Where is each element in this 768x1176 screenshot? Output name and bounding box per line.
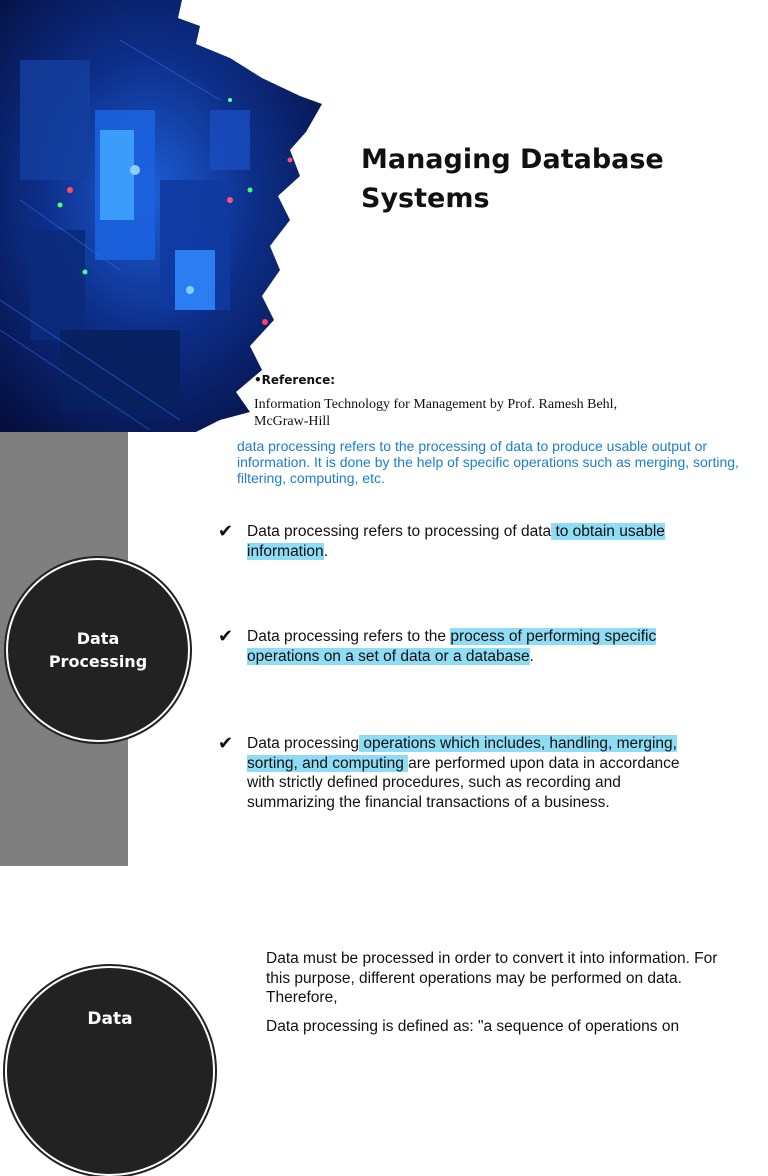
reference-text	[254, 396, 714, 430]
reference-line-2: McGraw-Hill	[254, 414, 331, 429]
bullet-text-plain: Data processing	[247, 735, 360, 752]
reference-line-1: Information Technology for Management by Prof. Ramesh Behl,	[254, 397, 618, 412]
circuit-city-image	[0, 0, 330, 432]
bullet-text-plain: .	[529, 647, 534, 665]
bullet-highlight: process of performing specific operations on a set of data or a database	[247, 628, 657, 665]
topic-circle	[6, 558, 190, 742]
bullet-text-plain: Data processing refers to the	[247, 628, 451, 645]
checkmark-icon: ✔	[218, 626, 234, 646]
bullet-text	[247, 627, 708, 666]
bullet-highlight: to obtain usable information	[247, 523, 665, 560]
data-processing-slide	[0, 432, 768, 866]
paragraph: Data must be processed in order to convert it into information. For this purpose, different operations may be performed on data. Therefore,	[266, 950, 718, 1006]
topic-label: Data	[87, 1009, 133, 1029]
paragraph: Data processing is defined as: "a sequence of operations on	[266, 1018, 680, 1035]
reference-heading: •Reference:	[254, 373, 336, 387]
bullet-text-plain: .	[323, 542, 328, 560]
bullet-item	[218, 522, 708, 561]
bullet-text-plain: are performed upon data in accordance with strictly defined procedures, such as recording and summarizing the financial transactions of a business.	[247, 754, 680, 811]
bullet-text-plain: Data processing refers to processing of data	[247, 523, 552, 540]
topic-circle	[5, 966, 215, 1176]
title-line-1: Managing Database	[361, 144, 664, 175]
data-definition-slide	[0, 866, 768, 1035]
title-slide	[0, 0, 768, 432]
checkmark-icon: ✔	[218, 733, 234, 753]
definition-text: data processing refers to the processing of data to produce usable output or information. It is done by the help of specific operations such as merging, sorting, filtering, computing, etc.	[237, 438, 739, 486]
title-line-2: Systems	[361, 183, 490, 214]
topic-label-line-1: Data	[76, 629, 120, 648]
checkmark-icon: ✔	[218, 521, 234, 541]
topic-label-line-2: Processing	[48, 652, 148, 671]
bullet-item	[218, 734, 708, 812]
bullet-highlight: operations which includes, handling, merging, sorting, and computing	[247, 735, 677, 772]
bullet-text	[247, 734, 708, 812]
topic-label	[49, 627, 147, 673]
bullet-item	[218, 627, 708, 666]
page-title	[361, 140, 741, 218]
bullet-text	[247, 522, 708, 561]
